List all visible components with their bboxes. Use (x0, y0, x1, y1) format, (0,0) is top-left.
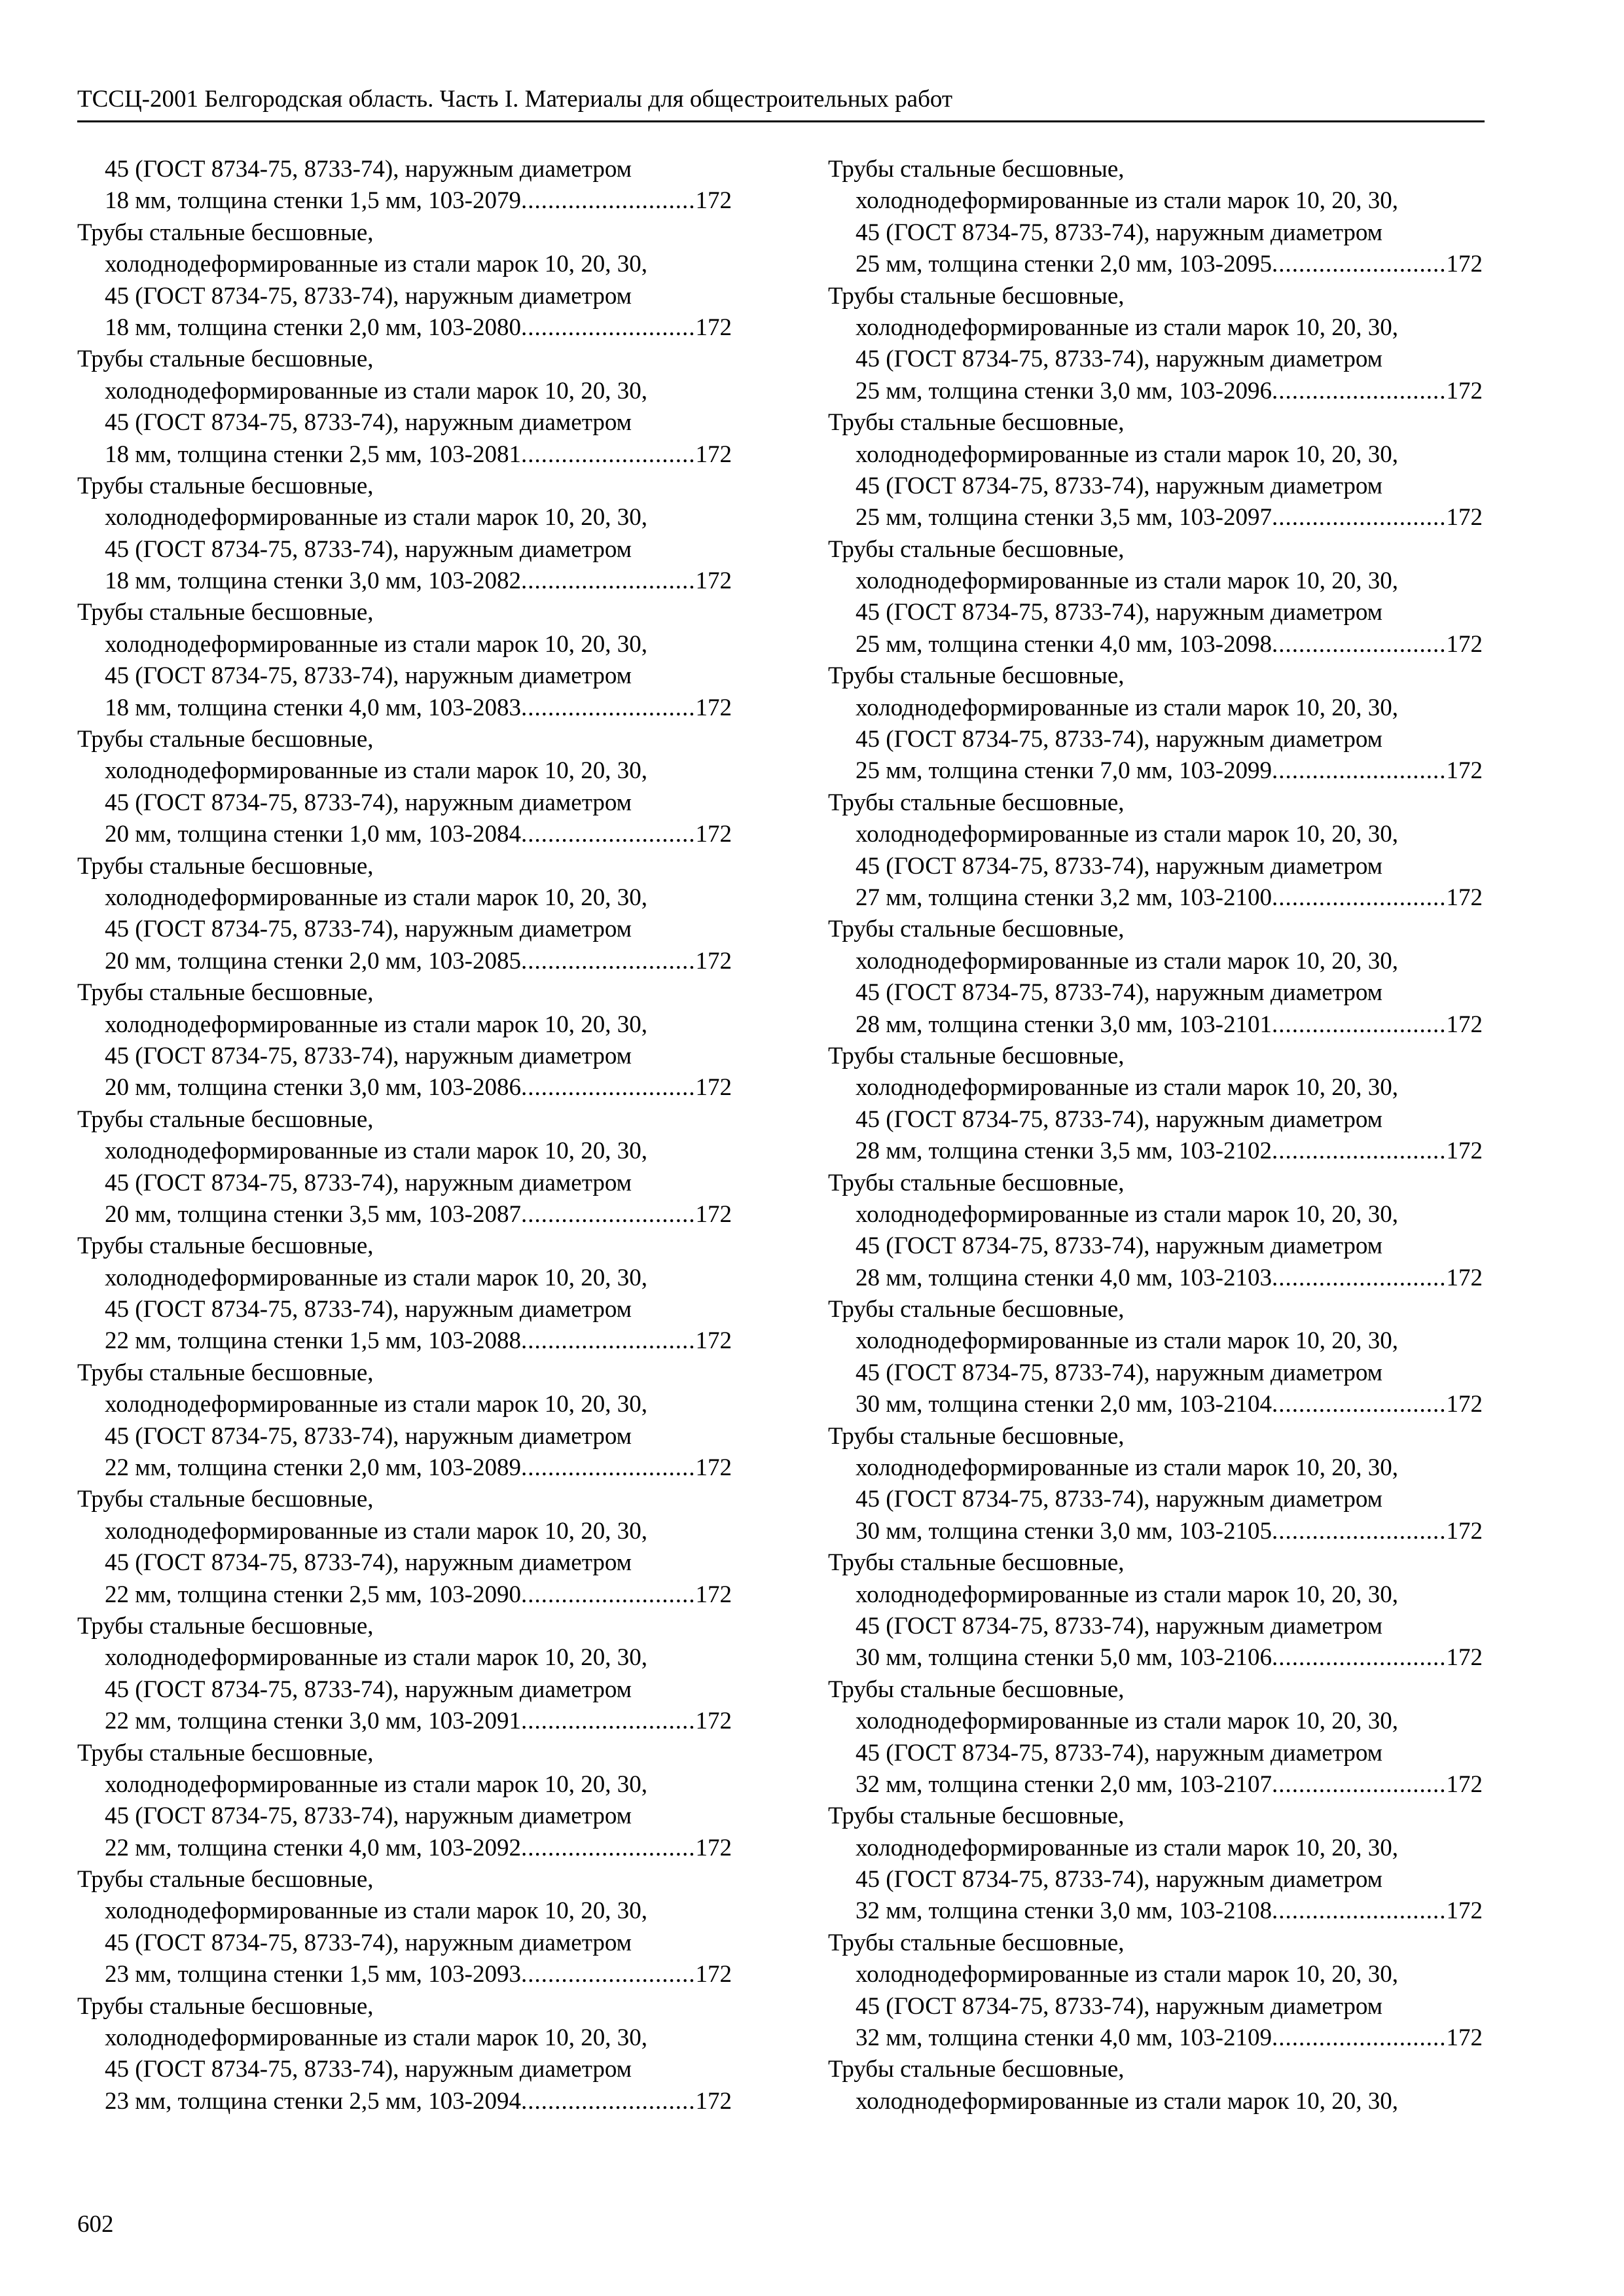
index-entry (828, 1294, 1483, 1421)
entry-line: холоднодеформированные из стали марок 10, 20, 30, (856, 1708, 1398, 1735)
index-entry (77, 597, 732, 724)
entry-text: 25 мм, толщина стенки 4,0 мм, 103-2098 (856, 630, 1272, 658)
index-entry (828, 1421, 1483, 1548)
entry-line: 45 (ГОСТ 8734-75, 8733-74), наружным диаметром (105, 1676, 632, 1703)
entry-text: 18 мм, толщина стенки 1,5 мм, 103-2079 (105, 187, 521, 215)
dot-leader (521, 692, 696, 724)
entry-page-number: 172 (1446, 1011, 1483, 1038)
entry-text: 28 мм, толщина стенки 3,5 мм, 103-2102 (856, 1138, 1272, 1165)
page-header-title: ТССЦ-2001 Белгородская область. Часть I. Материалы для общестроительных работ (77, 86, 953, 113)
entry-last-line (828, 502, 1483, 533)
index-entry (828, 1547, 1483, 1674)
entry-line: холоднодеформированные из стали марок 10, 20, 30, (105, 1391, 647, 1418)
entry-line: Трубы стальные бесшовные, (77, 852, 374, 880)
entry-line: 45 (ГОСТ 8734-75, 8733-74), наружным диаметром (856, 1105, 1383, 1133)
entry-last-line (77, 819, 732, 850)
index-entry (828, 787, 1483, 914)
entry-line: холоднодеформированные из стали марок 10, 20, 30, (856, 440, 1398, 468)
entry-text: 20 мм, толщина стенки 3,5 мм, 103-2087 (105, 1200, 521, 1228)
entry-last-line (77, 692, 732, 724)
entry-line: холоднодеформированные из стали марок 10, 20, 30, (856, 187, 1398, 215)
entry-line: 45 (ГОСТ 8734-75, 8733-74), наружным диаметром (856, 1866, 1383, 1893)
entry-last-line (77, 1579, 732, 1611)
entry-page-number: 172 (695, 1200, 732, 1228)
entry-line: Трубы стальные бесшовные, (77, 979, 374, 1007)
entry-last-line (828, 1895, 1483, 1927)
page-header (77, 84, 1485, 122)
entry-page-number: 172 (695, 314, 732, 341)
entry-text: 18 мм, толщина стенки 4,0 мм, 103-2083 (105, 694, 521, 721)
right-entry-list (828, 154, 1483, 2054)
entry-page-number: 172 (695, 1074, 732, 1102)
entry-line: 45 (ГОСТ 8734-75, 8733-74), наружным диаметром (105, 156, 632, 183)
index-entry (77, 851, 732, 978)
entry-text: 30 мм, толщина стенки 3,0 мм, 103-2105 (856, 1517, 1272, 1545)
entry-page-number: 172 (695, 187, 732, 215)
entry-line: 45 (ГОСТ 8734-75, 8733-74), наружным диаметром (856, 219, 1383, 246)
index-entry (77, 1230, 732, 1357)
entry-text: 32 мм, толщина стенки 4,0 мм, 103-2109 (856, 2024, 1272, 2052)
dot-leader (1272, 249, 1447, 280)
entry-line: Трубы стальные бесшовные, (77, 1739, 374, 1767)
entry-line: холоднодеформированные из стали марок 10, 20, 30, (105, 630, 647, 658)
index-entry (828, 1928, 1483, 2054)
entry-line: 45 (ГОСТ 8734-75, 8733-74), наружным диаметром (856, 1612, 1383, 1640)
entry-page-number: 172 (1446, 2024, 1483, 2052)
entry-page-number: 172 (1446, 1770, 1483, 1798)
entry-line: холоднодеформированные из стали марок 10, 20, 30, (856, 1581, 1398, 1608)
index-entry (828, 1041, 1483, 1168)
entry-line: холоднодеформированные из стали марок 10, 20, 30, (856, 821, 1398, 848)
entry-line: 45 (ГОСТ 8734-75, 8733-74), наружным диаметром (856, 346, 1383, 373)
dot-leader (1272, 2022, 1447, 2054)
entry-last-line (828, 629, 1483, 660)
dot-leader (1272, 1009, 1447, 1041)
entry-text: 22 мм, толщина стенки 4,0 мм, 103-2092 (105, 1834, 521, 1861)
entry-page-number: 172 (695, 821, 732, 848)
entry-text: 18 мм, толщина стенки 3,0 мм, 103-2082 (105, 567, 521, 595)
entry-line: 45 (ГОСТ 8734-75, 8733-74), наружным диаметром (105, 1549, 632, 1577)
entry-last-line (77, 439, 732, 471)
dot-leader (1272, 1769, 1447, 1801)
entry-page-number: 172 (1446, 251, 1483, 278)
entry-line: 45 (ГОСТ 8734-75, 8733-74), наружным диаметром (105, 1296, 632, 1323)
entry-line: холоднодеформированные из стали марок 10, 20, 30, (856, 2087, 1398, 2115)
dot-leader (1272, 1263, 1447, 1294)
entry-last-line (828, 1389, 1483, 1420)
entry-line: холоднодеформированные из стали марок 10, 20, 30, (856, 1834, 1398, 1861)
index-entry (77, 1357, 732, 1484)
entry-line: Трубы стальные бесшовные, (828, 662, 1125, 690)
entry-page-number: 172 (695, 1834, 732, 1861)
dot-leader (521, 1833, 696, 1864)
entry-line: 45 (ГОСТ 8734-75, 8733-74), наружным диаметром (856, 979, 1383, 1007)
entry-line: холоднодеформированные из стали марок 10, 20, 30, (856, 1961, 1398, 1988)
index-entry (828, 154, 1483, 281)
entry-line: 45 (ГОСТ 8734-75, 8733-74), наружным диаметром (856, 472, 1383, 499)
entry-line: холоднодеформированные из стали марок 10, 20, 30, (856, 1200, 1398, 1228)
index-entry (828, 1674, 1483, 1801)
entry-last-line (828, 755, 1483, 787)
entry-line: холоднодеформированные из стали марок 10, 20, 30, (856, 694, 1398, 721)
dot-leader (1272, 755, 1447, 787)
entry-line: Трубы стальные бесшовные, (77, 1105, 374, 1133)
entry-text: 28 мм, толщина стенки 3,0 мм, 103-2101 (856, 1011, 1272, 1038)
index-entry (828, 281, 1483, 408)
entry-line: холоднодеформированные из стали марок 10, 20, 30, (856, 314, 1398, 341)
entry-text: 25 мм, толщина стенки 3,0 мм, 103-2096 (856, 377, 1272, 404)
entry-line: холоднодеформированные из стали марок 10, 20, 30, (856, 947, 1398, 975)
entry-page-number: 172 (1446, 1897, 1483, 1925)
entry-line: холоднодеформированные из стали марок 10, 20, 30, (856, 567, 1398, 595)
entry-line: Трубы стальные бесшовные, (828, 1042, 1125, 1069)
dot-leader (521, 1959, 696, 1990)
entry-page-number: 172 (1446, 884, 1483, 911)
entry-text: 23 мм, толщина стенки 1,5 мм, 103-2093 (105, 1961, 521, 1988)
index-entry (77, 1611, 732, 1738)
entry-last-line (77, 1325, 732, 1357)
entry-line: холоднодеформированные из стали марок 10, 20, 30, (105, 1138, 647, 1165)
entry-line: Трубы стальные бесшовные, (828, 789, 1125, 816)
dot-leader (521, 2086, 696, 2117)
left-entry-list (77, 217, 732, 2117)
index-entry (77, 471, 732, 598)
entry-line: Трубы стальные бесшовные, (77, 1359, 374, 1386)
entry-page-number: 172 (695, 567, 732, 595)
entry-line: Трубы стальные бесшовные, (77, 1992, 374, 2020)
entry-text: 22 мм, толщина стенки 2,5 мм, 103-2090 (105, 1581, 521, 1608)
entry-text: 23 мм, толщина стенки 2,5 мм, 103-2094 (105, 2087, 521, 2115)
entry-page-number: 172 (695, 1708, 732, 1735)
entry-line: 45 (ГОСТ 8734-75, 8733-74), наружным диаметром (856, 1359, 1383, 1386)
entry-line: 45 (ГОСТ 8734-75, 8733-74), наружным диаметром (105, 1422, 632, 1450)
entry-line: Трубы стальные бесшовные, (77, 472, 374, 499)
dot-leader (1272, 1895, 1447, 1927)
entry-line: 45 (ГОСТ 8734-75, 8733-74), наружным диаметром (856, 1232, 1383, 1260)
page-number: 602 (77, 2211, 114, 2238)
entry-text: 22 мм, толщина стенки 2,0 мм, 103-2089 (105, 1454, 521, 1482)
entry-line: холоднодеформированные из стали марок 10, 20, 30, (105, 1644, 647, 1672)
entry-last-line (828, 249, 1483, 280)
entry-line: холоднодеформированные из стали марок 10, 20, 30, (856, 1074, 1398, 1102)
entry-line: Трубы стальные бесшовные, (828, 916, 1125, 943)
entry-line: 45 (ГОСТ 8734-75, 8733-74), наружным диаметром (105, 789, 632, 816)
dot-leader (521, 439, 696, 471)
entry-line: холоднодеформированные из стали марок 10, 20, 30, (105, 504, 647, 531)
entry-last-line (77, 2086, 732, 2117)
entry-line: 45 (ГОСТ 8734-75, 8733-74), наружным диаметром (105, 282, 632, 310)
dot-leader (1272, 1642, 1447, 1674)
entry-line: Трубы стальные бесшовные, (828, 282, 1125, 310)
entry-page-number: 172 (1446, 377, 1483, 404)
entry-page-number: 172 (695, 1454, 732, 1482)
entry-last-line (77, 185, 732, 217)
entry-line: Трубы стальные бесшовные, (828, 1676, 1125, 1703)
entry-page-number: 172 (1446, 1264, 1483, 1291)
dot-leader (521, 1706, 696, 1737)
entry-last-line (828, 1516, 1483, 1547)
entry-page-number: 172 (1446, 1138, 1483, 1165)
entry-line: Трубы стальные бесшовные, (828, 2056, 1125, 2083)
entry-page-number: 172 (695, 440, 732, 468)
entry-text: 27 мм, толщина стенки 3,2 мм, 103-2100 (856, 884, 1272, 911)
dot-leader (521, 565, 696, 597)
entry-line: Трубы стальные бесшовные, (77, 1232, 374, 1260)
entry-text: 25 мм, толщина стенки 7,0 мм, 103-2099 (856, 757, 1272, 785)
entry-last-line (77, 1072, 732, 1103)
entry-line: Трубы стальные бесшовные, (77, 1866, 374, 1893)
entry-last-line (828, 1642, 1483, 1674)
entry-text: 30 мм, толщина стенки 2,0 мм, 103-2104 (856, 1391, 1272, 1418)
entry-page-number: 172 (695, 2087, 732, 2115)
entry-text: 32 мм, толщина стенки 3,0 мм, 103-2108 (856, 1897, 1272, 1925)
dot-leader (521, 946, 696, 977)
entry-line: холоднодеформированные из стали марок 10, 20, 30, (105, 1897, 647, 1925)
entry-page-number: 172 (695, 947, 732, 975)
dot-leader (521, 1325, 696, 1357)
index-entry (77, 1484, 732, 1611)
entry-last-line (77, 565, 732, 597)
entry-text: 20 мм, толщина стенки 3,0 мм, 103-2086 (105, 1074, 521, 1102)
entry-text: 30 мм, толщина стенки 5,0 мм, 103-2106 (856, 1644, 1272, 1672)
index-entry (77, 1104, 732, 1231)
entry-last-line (828, 1136, 1483, 1167)
entry-last-line (828, 1769, 1483, 1801)
index-entry-trailing (828, 2054, 1483, 2117)
entry-text: 20 мм, толщина стенки 1,0 мм, 103-2084 (105, 821, 521, 848)
entry-last-line (77, 1833, 732, 1864)
entry-line: 45 (ГОСТ 8734-75, 8733-74), наружным диаметром (856, 726, 1383, 753)
dot-leader (1272, 882, 1447, 914)
dot-leader (1272, 629, 1447, 660)
entry-line: Трубы стальные бесшовные, (828, 156, 1125, 183)
dot-leader (521, 185, 696, 217)
entry-line: 45 (ГОСТ 8734-75, 8733-74), наружным диаметром (856, 852, 1383, 880)
entry-page-number: 172 (1446, 757, 1483, 785)
entry-line: Трубы стальные бесшовные, (828, 1929, 1125, 1956)
entry-text: 18 мм, толщина стенки 2,5 мм, 103-2081 (105, 440, 521, 468)
entry-line: холоднодеформированные из стали марок 10, 20, 30, (105, 251, 647, 278)
entry-line: 45 (ГОСТ 8734-75, 8733-74), наружным диаметром (105, 1929, 632, 1956)
entry-line: Трубы стальные бесшовные, (77, 1486, 374, 1513)
entry-page-number: 172 (695, 1961, 732, 1988)
entry-text: 25 мм, толщина стенки 3,5 мм, 103-2097 (856, 504, 1272, 531)
dot-leader (1272, 1136, 1447, 1167)
entry-line: Трубы стальные бесшовные, (828, 1422, 1125, 1450)
entry-line: 45 (ГОСТ 8734-75, 8733-74), наружным диаметром (105, 2056, 632, 2083)
index-entry (828, 660, 1483, 787)
entry-line: холоднодеформированные из стали марок 10, 20, 30, (105, 377, 647, 404)
index-entry (77, 1864, 732, 1991)
entry-last-line (828, 882, 1483, 914)
entry-text: 22 мм, толщина стенки 1,5 мм, 103-2088 (105, 1327, 521, 1355)
entry-line: холоднодеформированные из стали марок 10, 20, 30, (105, 757, 647, 785)
entry-last-line (828, 2022, 1483, 2054)
entry-page-number: 172 (1446, 630, 1483, 658)
dot-leader (1272, 376, 1447, 407)
entry-line: 45 (ГОСТ 8734-75, 8733-74), наружным диаметром (105, 916, 632, 943)
dot-leader (1272, 502, 1447, 533)
entry-line: холоднодеформированные из стали марок 10, 20, 30, (105, 2024, 647, 2052)
index-entry (828, 1168, 1483, 1295)
index-entry-continued (77, 154, 732, 217)
entry-line: Трубы стальные бесшовные, (77, 346, 374, 373)
entry-line: 45 (ГОСТ 8734-75, 8733-74), наружным диаметром (856, 1739, 1383, 1767)
entry-last-line (77, 1452, 732, 1484)
dot-leader (521, 1579, 696, 1611)
index-entry (828, 407, 1483, 534)
entry-text: 20 мм, толщина стенки 2,0 мм, 103-2085 (105, 947, 521, 975)
entry-last-line (828, 376, 1483, 407)
index-entry (828, 914, 1483, 1041)
entry-line: Трубы стальные бесшовные, (77, 599, 374, 626)
index-entry (828, 1801, 1483, 1928)
entry-line: холоднодеформированные из стали марок 10, 20, 30, (105, 1011, 647, 1038)
entry-last-line (77, 1199, 732, 1230)
entry-line: 45 (ГОСТ 8734-75, 8733-74), наружным диаметром (105, 662, 632, 690)
entry-line: холоднодеформированные из стали марок 10, 20, 30, (105, 1517, 647, 1545)
index-entry (77, 977, 732, 1104)
entry-line: 45 (ГОСТ 8734-75, 8733-74), наружным диаметром (105, 409, 632, 437)
entry-line: холоднодеформированные из стали марок 10, 20, 30, (105, 884, 647, 911)
right-column (828, 154, 1483, 2117)
entry-page-number: 172 (695, 694, 732, 721)
entry-line: Трубы стальные бесшовные, (828, 1296, 1125, 1323)
dot-leader (521, 312, 696, 344)
entry-text: 32 мм, толщина стенки 2,0 мм, 103-2107 (856, 1770, 1272, 1798)
entry-page-number: 172 (695, 1327, 732, 1355)
dot-leader (521, 1072, 696, 1103)
entry-page-number: 172 (1446, 1644, 1483, 1672)
entry-page-number: 172 (695, 1581, 732, 1608)
entry-line: 45 (ГОСТ 8734-75, 8733-74), наружным диаметром (856, 1992, 1383, 2020)
entry-last-line (828, 1263, 1483, 1294)
entry-line: Трубы стальные бесшовные, (77, 726, 374, 753)
entry-line: холоднодеформированные из стали марок 10, 20, 30, (105, 1264, 647, 1291)
dot-leader (1272, 1389, 1447, 1420)
entry-last-line (828, 1009, 1483, 1041)
entry-page-number: 172 (1446, 1517, 1483, 1545)
entry-line: Трубы стальные бесшовные, (828, 535, 1125, 563)
entry-line: 45 (ГОСТ 8734-75, 8733-74), наружным диаметром (105, 1042, 632, 1069)
index-entry (77, 1991, 732, 2118)
entry-line: холоднодеформированные из стали марок 10, 20, 30, (105, 1770, 647, 1798)
dot-leader (521, 819, 696, 850)
entry-line: Трубы стальные бесшовные, (828, 1803, 1125, 1830)
index-entry (77, 724, 732, 851)
left-column (77, 154, 732, 2117)
index-entry (77, 344, 732, 471)
index-entry (77, 1738, 732, 1865)
entry-line: 45 (ГОСТ 8734-75, 8733-74), наружным диаметром (105, 1169, 632, 1196)
entry-line: Трубы стальные бесшовные, (77, 1612, 374, 1640)
entry-text: 25 мм, толщина стенки 2,0 мм, 103-2095 (856, 251, 1272, 278)
entry-line: Трубы стальные бесшовные, (77, 219, 374, 246)
entry-line: холоднодеформированные из стали марок 10, 20, 30, (856, 1454, 1398, 1482)
index-entry (828, 534, 1483, 661)
index-entry (77, 217, 732, 344)
entry-last-line (77, 1959, 732, 1990)
dot-leader (521, 1452, 696, 1484)
dot-leader (1272, 1516, 1447, 1547)
entry-line: холоднодеформированные из стали марок 10, 20, 30, (856, 1327, 1398, 1355)
entry-line: 45 (ГОСТ 8734-75, 8733-74), наружным диаметром (105, 535, 632, 563)
entry-line: 45 (ГОСТ 8734-75, 8733-74), наружным диаметром (856, 1486, 1383, 1513)
entry-line: 45 (ГОСТ 8734-75, 8733-74), наружным диаметром (856, 599, 1383, 626)
entry-line: Трубы стальные бесшовные, (828, 1169, 1125, 1196)
entry-last-line (77, 312, 732, 344)
entry-last-line (77, 946, 732, 977)
entry-line: Трубы стальные бесшовные, (828, 409, 1125, 437)
entry-last-line (77, 1706, 732, 1737)
entry-line: Трубы стальные бесшовные, (828, 1549, 1125, 1577)
entry-text: 18 мм, толщина стенки 2,0 мм, 103-2080 (105, 314, 521, 341)
entry-page-number: 172 (1446, 1391, 1483, 1418)
entry-text: 28 мм, толщина стенки 4,0 мм, 103-2103 (856, 1264, 1272, 1291)
entry-line: 45 (ГОСТ 8734-75, 8733-74), наружным диаметром (105, 1803, 632, 1830)
entry-text: 22 мм, толщина стенки 3,0 мм, 103-2091 (105, 1708, 521, 1735)
entry-page-number: 172 (1446, 504, 1483, 531)
dot-leader (521, 1199, 696, 1230)
